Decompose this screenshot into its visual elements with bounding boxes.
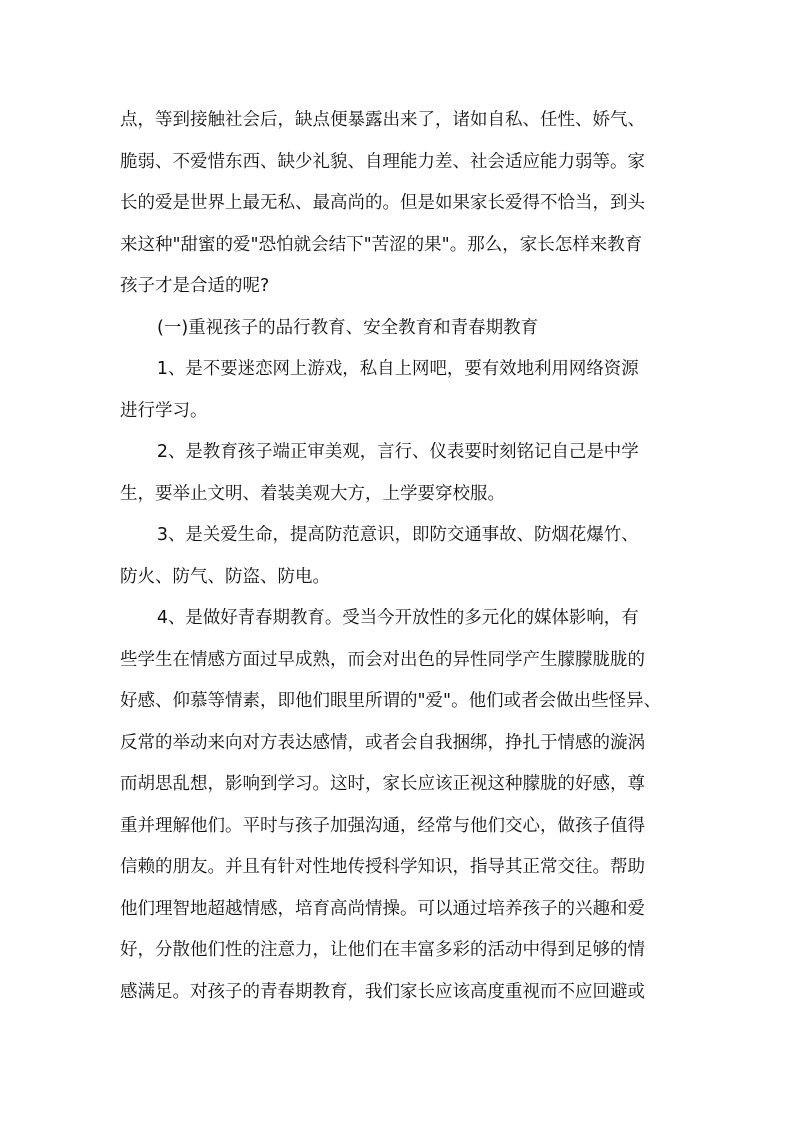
text-line: 点，等到接触社会后，缺点便暴露出来了，诸如自私、任性、娇气、 xyxy=(120,110,645,130)
section-heading xyxy=(120,308,676,350)
list-item-4 xyxy=(120,598,676,1013)
list-item-1 xyxy=(120,349,676,432)
text-line: (一)重视孩子的品行教育、安全教育和青春期教育 xyxy=(157,317,539,338)
text-line: 3、是关爱生命，提高防范意识，即防交通事故、防烟花爆竹、 xyxy=(156,525,639,545)
text-line: 长的爱是世界上最无私、最高尚的。但是如果家长爱得不恰当，到头 xyxy=(120,193,645,213)
list-item-3 xyxy=(120,515,676,598)
text-line: 4、是做好青春期教育。受当今开放性的多元化的媒体影响，有 xyxy=(156,608,639,628)
text-line: 重并理解他们。平时与孩子加强沟通，经常与他们交心，做孩子值得 xyxy=(120,815,645,836)
text-line: 来这种"甜蜜的爱"恐怕就会结下"苦涩的果"。那么，家长怎样来教育 xyxy=(120,234,643,255)
text-line: 2、是教育孩子端正审美观，言行、仪表要时刻铭记自己是中学 xyxy=(156,442,639,462)
text-line: 他们理智地超越情感，培育高尚情操。可以通过培养孩子的兴趣和爱 xyxy=(120,898,645,919)
text-line: 反常的举动来向对方表达感情，或者会自我捆绑，挣扎于情感的漩涡 xyxy=(120,732,645,753)
text-line: 好，分散他们性的注意力，让他们在丰富多彩的活动中得到足够的情 xyxy=(120,940,645,960)
text-line: 生，要举止文明、着装美观大方，上学要穿校服。 xyxy=(120,483,505,504)
document-body xyxy=(120,100,676,1013)
text-line: 而胡思乱想，影响到学习。这时，家长应该正视这种朦胧的好感，尊 xyxy=(120,774,645,794)
text-line: 感满足。对孩子的青春期教育，我们家长应该高度重视而不应回避或 xyxy=(120,981,645,1002)
text-line: 孩子才是合适的呢? xyxy=(120,276,270,296)
text-line: 进行学习。 xyxy=(120,400,208,421)
text-line: 信赖的朋友。并且有针对性地传授科学知识，指导其正常交往。帮助 xyxy=(120,857,645,877)
text-line: 1、是不要迷恋网上游戏，私自上网吧，要有效地利用网络资源 xyxy=(156,359,639,379)
text-line: 防火、防气、防盗、防电。 xyxy=(120,566,330,587)
list-item-2 xyxy=(120,432,676,515)
text-line: 好感、仰慕等情素，即他们眼里所谓的"爱"。他们或者会做出些怪异、 xyxy=(120,691,662,711)
text-line: 脆弱、不爱惜东西、缺少礼貌、自理能力差、社会适应能力弱等。家 xyxy=(120,151,645,172)
paragraph-intro xyxy=(120,100,676,308)
text-line: 些学生在情感方面过早成熟，而会对出色的异性同学产生朦朦胧胧的 xyxy=(120,649,645,670)
